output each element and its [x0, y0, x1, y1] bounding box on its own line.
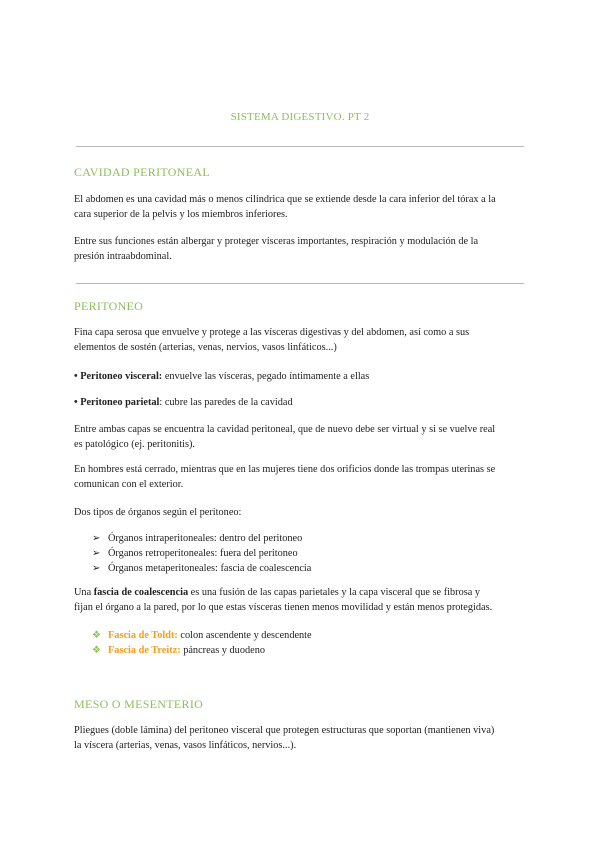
heading-meso-mesenterio: MESO O MESENTERIO — [74, 697, 204, 711]
text-line: En hombres está cerrado, mientras que en las mujeres tiene dos orificios donde las trompas uterinas se — [74, 464, 496, 475]
paragraph-tipos-organos — [74, 505, 530, 520]
text-line: Fina capa serosa que envuelve y protege a las vísceras digestivas y del abdomen, así como a sus — [74, 327, 470, 338]
term-fascia-toldt: Fascia de Toldt: — [108, 630, 178, 641]
definition-text: colon ascendente y descendente — [177, 630, 312, 641]
definition-text: : cubre las paredes de la cavidad — [159, 397, 293, 408]
heading-peritoneo: PERITONEO — [74, 299, 144, 313]
arrow-bullet-icon: ➢ — [92, 533, 101, 544]
text-line: Pliegues (doble lámina) del peritoneo visceral que protegen estructuras que soportan (mantienen viva) — [74, 725, 495, 736]
bullet-peritoneo-parietal — [74, 395, 530, 410]
text-line: El abdomen es una cavidad más o menos cilíndrica que se extiende desde la cara inferior del tórax a la — [74, 194, 496, 205]
text-line: Entre sus funciones están albergar y proteger vísceras importantes, respiración y modulación de la — [74, 236, 479, 247]
paragraph-cavidad-peritoneal — [74, 422, 530, 452]
arrow-bullet-icon: ➢ — [92, 548, 101, 559]
fascias-list — [92, 628, 312, 658]
document-title: SISTEMA DIGESTIVO. PT 2 — [230, 111, 370, 123]
definition-text: envuelve las vísceras, pegado íntimamente a ellas — [162, 371, 370, 382]
bullet-dot: • — [74, 371, 78, 382]
list-item-text: Órganos retroperitoneales: fuera del peritoneo — [108, 548, 298, 559]
definition-text: páncreas y duodeno — [180, 645, 265, 656]
text-line: comunican con el exterior. — [74, 479, 184, 490]
text-fragment: es una fusión de las capas parietales y la capa visceral que se fibrosa y — [188, 587, 481, 598]
list-item-text: Órganos intraperitoneales: dentro del peritoneo — [108, 533, 303, 544]
text-line: Entre ambas capas se encuentra la cavidad peritoneal, que de nuevo debe ser virtual y si se vuelve real — [74, 424, 496, 435]
text-line: elementos de sostén (arterias, venas, nervios, vasos linfáticos...) — [74, 342, 337, 353]
term-peritoneo-visceral: Peritoneo visceral: — [80, 371, 163, 382]
text-fragment: Una — [74, 587, 94, 598]
term-fascia-treitz: Fascia de Treitz: — [108, 645, 181, 656]
term-fascia-coalescencia: fascia de coalescencia — [93, 587, 189, 598]
text-line: presión intraabdominal. — [74, 251, 172, 262]
list-item — [92, 561, 311, 576]
diamond-bullet-icon: ❖ — [92, 645, 101, 656]
paragraph-pliegues — [74, 723, 530, 753]
diamond-bullet-icon: ❖ — [92, 630, 101, 641]
bullet-dot: • — [74, 397, 78, 408]
divider — [76, 146, 524, 147]
bullet-peritoneo-visceral — [74, 369, 530, 384]
text-line: fijan el órgano a la pared, por lo que estas vísceras tienen menos movilidad y están menos protegidas. — [74, 602, 493, 613]
paragraph-hombres-mujeres — [74, 462, 530, 492]
list-item — [92, 643, 312, 658]
text-line: Dos tipos de órganos según el peritoneo: — [74, 507, 242, 518]
paragraph-funciones — [74, 234, 530, 264]
heading-cavidad-peritoneal: CAVIDAD PERITONEAL — [74, 165, 210, 179]
term-peritoneo-parietal: Peritoneo parietal — [80, 397, 160, 408]
list-item — [92, 531, 311, 546]
organos-list — [92, 531, 311, 576]
paragraph-fina-capa — [74, 325, 530, 355]
text-line: es patológico (ej. peritonitis). — [74, 439, 195, 450]
divider — [76, 283, 524, 284]
text-line: cara superior de la pelvis y los miembros inferiores. — [74, 209, 288, 220]
list-item-text: Órganos metaperitoneales: fascia de coalescencia — [108, 563, 312, 574]
arrow-bullet-icon: ➢ — [92, 563, 101, 574]
list-item — [92, 628, 312, 643]
list-item — [92, 546, 311, 561]
text-line: la víscera (arterias, venas, vasos linfáticos, nervios...). — [74, 740, 297, 751]
paragraph-fascia-coalescencia — [74, 585, 530, 615]
paragraph-abdomen — [74, 192, 530, 222]
